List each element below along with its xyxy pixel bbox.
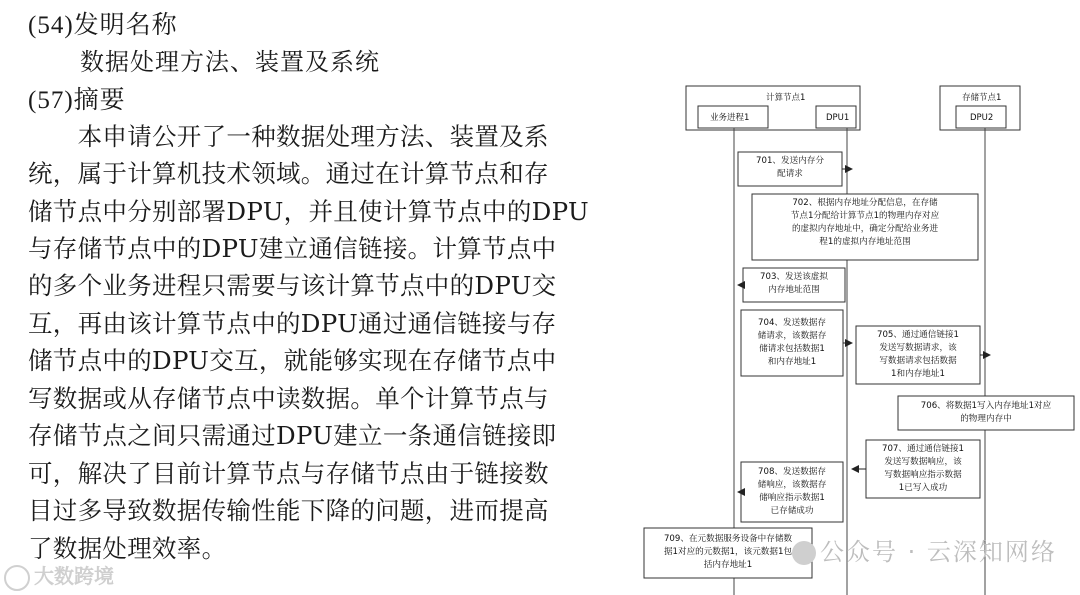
step-708: 708、发送数据存 储响应，该数据存 储响应指示数据1 已存储成功 <box>757 467 827 516</box>
step-705: 705、通过通信链接1 发送写数据请求，该 写数据请求包括数据 1和内存地址1 <box>876 330 960 379</box>
abstract-line: 储节点中分别部署DPU，并且使计算节点中的DPU <box>28 197 589 226</box>
dpu2-label: DPU2 <box>970 113 994 123</box>
dpu1-label: DPU1 <box>826 113 850 123</box>
step-706: 706、将数据1写入内存地址1对应 的物理内存中 <box>920 401 1052 424</box>
wechat-logo-icon <box>792 541 816 565</box>
abstract-line: 可，解决了目前计算节点与存储节点由于链接数 <box>28 459 549 488</box>
abstract-line: 写数据或从存储节点中读数据。单个计算节点与 <box>28 384 549 413</box>
watermark-left-text: 大数跨境 <box>34 564 114 588</box>
abstract-line: 了数据处理效率。 <box>28 534 227 563</box>
section-57-heading <box>28 80 126 116</box>
section-54-heading <box>28 5 178 41</box>
abstract-line: 本申请公开了一种数据处理方法、装置及系 <box>28 122 549 151</box>
abstract-line: 与存储节点中的DPU建立通信链接。计算节点中 <box>28 234 557 263</box>
process-label: 业务进程1 <box>710 113 750 123</box>
abstract-line: 的多个业务进程只需要与该计算节点中的DPU交 <box>28 271 557 300</box>
watermark-left <box>4 560 114 591</box>
step-701: 701、发送内存分 配请求 <box>756 156 824 179</box>
section-54-label: 发明名称 <box>73 10 178 39</box>
abstract-line: 统，属于计算机技术领域。通过在计算节点和存 <box>28 159 549 188</box>
section-57-number: (57) <box>28 87 74 114</box>
sequence-diagram <box>640 82 1080 595</box>
step-703: 703、发送该虚拟 内存地址范围 <box>760 272 828 295</box>
compute-node-label: 计算节点1 <box>766 93 806 103</box>
abstract-line: 存储节点之间只需通过DPU建立一条通信链接即 <box>28 421 557 450</box>
storage-node-label: 存储节点1 <box>962 93 1002 103</box>
step-707: 707、通过通信链接1 发送写数据响应，该 写数据响应指示数据 1已写入成功 <box>881 444 965 493</box>
step-704: 704、发送数据存 储请求，该数据存 储请求包括数据1 和内存地址1 <box>757 318 827 367</box>
section-57-label: 摘要 <box>73 85 126 114</box>
abstract-line: 储节点中的DPU交互，就能够实现在存储节点中 <box>28 346 557 375</box>
step-709: 709、在元数据服务设备中存储数 据1对应的元数据1，该元数据1包 括内存地址1 <box>663 534 793 570</box>
section-54-number: (54) <box>28 12 74 39</box>
abstract-line: 目过多导致数据传输性能下降的问题，进而提高 <box>28 496 549 525</box>
abstract-line: 互，再由该计算节点中的DPU通过通信链接与存 <box>28 309 557 338</box>
watermark-logo-icon <box>4 565 30 591</box>
watermark-right <box>792 532 1057 567</box>
step-702: 702、根据内存地址分配信息，在存储 节点1分配给计算节点1的物理内存对应 的虚拟内存地址中，确定分配给业务进 程1的虚拟内存地址范围 <box>790 198 940 247</box>
watermark-right-text: 公众号 · 云深知网络 <box>820 538 1057 566</box>
invention-name: 数据处理方法、装置及系统 <box>80 48 380 76</box>
